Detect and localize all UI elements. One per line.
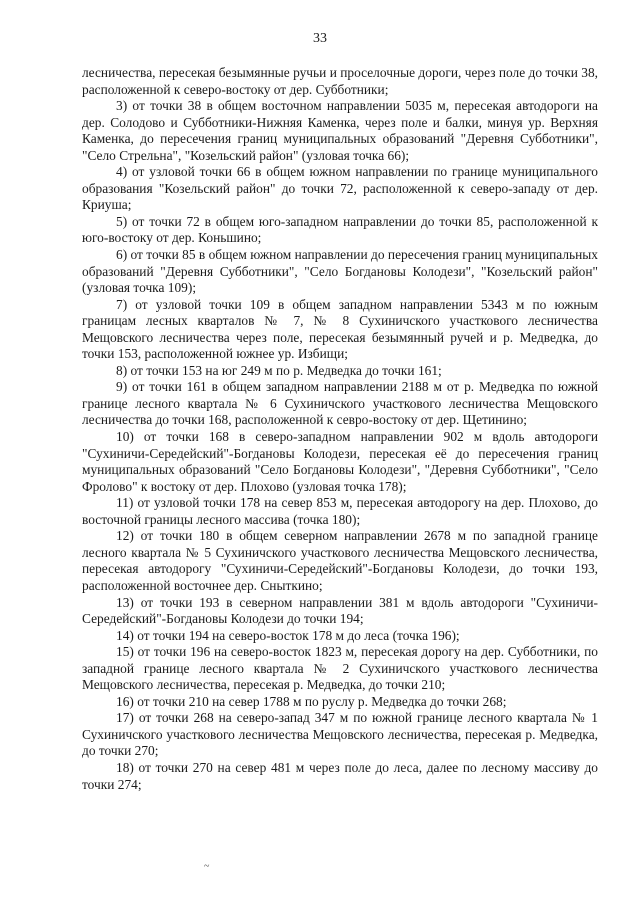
paragraph-item-12: 12) от точки 180 в общем северном направлении 2678 м по западной границе лесного квартала № 5 Сухиничского участкового лесничества Мещовского лесничества, пересекая автодорогу "Сухиничи-Середейский"-Богдановы Колодези, до точки 193, расположенной восточнее дер. Сныткино; [82, 528, 598, 593]
paragraph-item-15: 15) от точки 196 на северо-восток 1823 м, пересекая дорогу на дер. Субботники, по западной границе лесного квартала № 2 Сухиничского участкового лесничества Мещовского лесничества, пересекая р. Медведка, до точки 210; [82, 644, 598, 693]
paragraph-item-6: 6) от точки 85 в общем южном направлении до пересечения границ муниципальных образований "Деревня Субботники", "Село Богдановы Колодези", "Козельский район" (узловая точка 109); [82, 247, 598, 296]
paragraph-continuation: лесничества, пересекая безымянные ручьи и проселочные дороги, через поле до точки 38, расположенной к северо-востоку от дер. Субботники; [82, 65, 598, 97]
paragraph-item-14: 14) от точки 194 на северо-восток 178 м до леса (точка 196); [116, 627, 460, 643]
footer-mark: ~ [204, 861, 210, 872]
paragraph-item-18: 18) от точки 270 на север 481 м через поле до леса, далее по лесному массиву до точки 274; [82, 759, 598, 792]
paragraph-item-13: 13) от точки 193 в северном направлении 381 м вдоль автодороги "Сухиничи-Середейский"-Богдановы Колодези до точки 194; [82, 594, 598, 627]
paragraph-item-3: 3) от точки 38 в общем восточном направлении 5035 м, пересекая автодороги на дер. Солодово и Субботники-Нижняя Каменка, через поле и балки, минуя ур. Верхняя Каменка, до пересечения границ муниципальных образований "Деревня Субботники", "Село Стрельна", "Козельский район" (узловая точка 66); [82, 98, 598, 163]
paragraph-item-10: 10) от точки 168 в северо-западном направлении 902 м вдоль автодороги "Сухиничи-Середейский"-Богдановы Колодези, пересекая её до пересечения границ муниципальных образований "Село Богдановы Колодези", "Деревня Субботники", "Село Фролово" к востоку от дер. Плохово (узловая точка 178); [82, 429, 598, 494]
paragraph-item-4: 4) от узловой точки 66 в общем южном направлении по границе муниципального образования "Козельский район" до точки 72, расположенной к северо-западу от дер. Криуша; [82, 164, 598, 213]
document-body [82, 65, 598, 793]
paragraph-item-17: 17) от точки 268 на северо-запад 347 м по южной границе лесного квартала № 1 Сухиничского участкового лесничества Мещовского лесничества, пересекая р. Медведка, до точки 270; [82, 710, 598, 759]
paragraph-item-8: 8) от точки 153 на юг 249 м по р. Медведка до точки 161; [116, 362, 442, 378]
paragraph-item-16: 16) от точки 210 на север 1788 м по руслу р. Медведка до точки 268; [116, 693, 507, 709]
paragraph-item-7: 7) от узловой точки 109 в общем западном направлении 5343 м по южным границам лесных кварталов № 7, № 8 Сухиничского участкового лесничества Мещовского лесничества через поле, пересекая безымянный ручей и р. Медведка, до точки 153, расположенной южнее ур. Избищи; [82, 296, 598, 362]
paragraph-item-5: 5) от точки 72 в общем юго-западном направлении до точки 85, расположенной к юго-востоку от дер. Коньшино; [82, 213, 598, 246]
paragraph-item-11: 11) от узловой точки 178 на север 853 м, пересекая автодорогу на дер. Плохово, до восточной границы лесного массива (точка 180); [82, 495, 598, 527]
page-number: 33 [313, 31, 327, 46]
paragraph-item-9: 9) от точки 161 в общем западном направлении 2188 м от р. Медведка по южной границе лесного квартала № 6 Сухиничского участкового лесничества Мещовского лесничества до точки 168, расположенной к севро-востоку от дер. Щетинино; [82, 379, 598, 428]
